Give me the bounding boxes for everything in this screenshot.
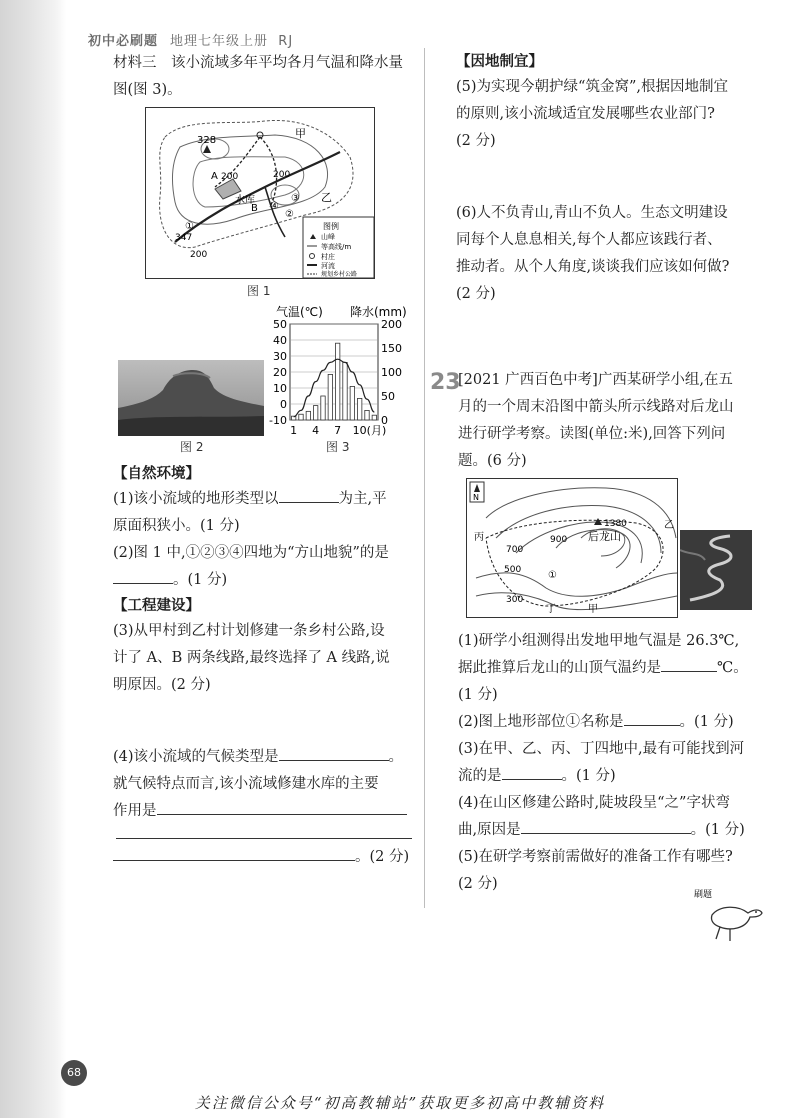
temp-tick-20: 20	[273, 366, 287, 379]
fig1-i4: ④	[270, 201, 279, 212]
q4-line3	[113, 798, 407, 825]
figure1-map	[145, 107, 375, 279]
q2-line1: (2)图 1 中,①②③④四地为“方山地貌”的是	[113, 545, 389, 561]
q23-line1: [2021 广西百色中考]广西某研学小组,在五	[458, 372, 733, 388]
r2-line	[458, 709, 734, 736]
subject-title: 地理七年级上册	[170, 34, 269, 49]
material3-text: 材料三 该小流域多年平均各月气温和降水量图(图 3)。	[113, 55, 403, 98]
q2-text-b: 。(1 分)	[173, 572, 228, 588]
page-left-shadow	[0, 0, 66, 1118]
temp-tick-50: 50	[273, 318, 287, 331]
map-yi: 乙	[664, 520, 674, 531]
month-tick-1: 1	[290, 424, 298, 437]
r4-text-c: 。(1 分)	[690, 822, 745, 838]
q2-line2	[113, 567, 227, 594]
q23-line2: 月的一个周末沿图中箭头所示线路对后龙山	[458, 399, 734, 415]
fig1-legend-river: 河流	[321, 262, 335, 270]
q4-text-d: 作用是	[113, 803, 157, 819]
stamp-text: 刷题	[694, 890, 713, 900]
question-23-number: 23	[430, 370, 461, 395]
q6-line3: 推动者。从个人角度,谈谈我们应该如何做?	[456, 259, 730, 275]
r4-line1: (4)在山区修建公路时,陡坡段呈“之”字状弯	[458, 795, 730, 811]
q4-line1	[113, 744, 403, 771]
map-mountain-name: 后龙山	[588, 530, 621, 543]
r2-text-a: (2)图上地形部位①名称是	[458, 714, 624, 730]
series-title: 初中必刷题	[88, 34, 159, 49]
q5-line2: 的原则,该小流域适宜发展哪些农业部门?	[456, 106, 715, 122]
map-bing: 丙	[474, 532, 484, 543]
precip-bar-2	[299, 414, 303, 420]
temp-tick-30: 30	[273, 350, 287, 363]
section-engineering: 【工程建设】	[113, 597, 200, 614]
map-north: N	[473, 493, 479, 502]
r4-answer-blank[interactable]	[521, 817, 691, 834]
map-jia: 甲	[588, 604, 598, 615]
temp-tick-10: 10	[273, 382, 287, 395]
q4-text-e: 。(2 分)	[355, 849, 410, 865]
precip-bar-6	[328, 374, 332, 420]
q4-role-blank-1[interactable]	[157, 798, 407, 815]
q5-line3: (2 分)	[456, 133, 496, 149]
precip-tick-200: 200	[381, 318, 402, 331]
fig1-A: A	[211, 171, 218, 182]
r3-text-c: 。(1 分)	[561, 768, 616, 784]
q4-text-b: 。	[388, 749, 404, 765]
r4-line2	[458, 817, 745, 844]
month-tick-7: 7	[334, 424, 342, 437]
precip-bar-9	[350, 386, 354, 420]
r3-line2	[458, 763, 616, 790]
temp-tick-0: 0	[280, 398, 287, 411]
section-natural-env: 【自然环境】	[113, 465, 200, 482]
temp-tick-40: 40	[273, 334, 287, 347]
precip-bar-11	[365, 410, 369, 420]
q1-answer-blank[interactable]	[279, 486, 339, 503]
r1-line3: (1 分)	[458, 687, 498, 703]
q4-role-blank-2[interactable]	[116, 838, 412, 839]
q4-line2: 就气候特点而言,该小流域修建水库的主要	[113, 776, 379, 792]
page-header	[88, 30, 293, 49]
r1-text-b: 据此推算后龙山的山顶气温约是	[458, 660, 661, 676]
fig1-200b: 200	[273, 170, 291, 180]
r1-line2	[458, 655, 748, 682]
chart-right-axis-title: 降水(mm)	[350, 305, 407, 319]
q6-line4: (2 分)	[456, 286, 496, 302]
precip-tick-50: 50	[381, 390, 395, 403]
fig1-legend-contour: 等高线/m	[321, 243, 352, 251]
fig1-i2: ②	[285, 209, 294, 220]
figure3-climate-chart	[262, 302, 414, 442]
q4-line5	[113, 844, 409, 871]
map-peak-1380: 1380	[604, 519, 627, 529]
r1-temp-blank[interactable]	[661, 655, 717, 672]
q1-text-b: 为主,平	[338, 491, 387, 507]
month-tick-10: 10	[352, 424, 367, 437]
q4-climate-blank[interactable]	[279, 744, 389, 761]
q4-text-a: (4)该小流域的气候类型是	[113, 749, 279, 765]
precip-tick-150: 150	[381, 342, 402, 355]
precip-tick-0: 0	[381, 414, 388, 427]
r3-text-b: 流的是	[458, 768, 502, 784]
r3-line1: (3)在甲、乙、丙、丁四地中,最有可能找到河	[458, 741, 745, 757]
fig1-jia: 甲	[295, 127, 306, 140]
q3-line3: 明原因。(2 分)	[113, 677, 211, 693]
fig1-legend-peak: 山峰	[321, 233, 335, 241]
fig1-shuiku: 水库	[235, 195, 255, 206]
r4-text-b: 曲,原因是	[458, 822, 521, 838]
edition-label: RJ	[278, 34, 294, 49]
r1-line1: (1)研学小组测得出发地甲地气温是 26.3℃,	[458, 633, 740, 649]
fig2-caption: 图 2	[180, 440, 204, 454]
map-500: 500	[504, 565, 522, 575]
precip-bar-8	[343, 362, 347, 420]
fig1-B: B	[251, 203, 258, 214]
fig1-caption: 图 1	[247, 284, 271, 298]
fig1-peak-328: 328	[197, 135, 217, 146]
houlong-mountain-map	[466, 478, 678, 618]
r5-line1: (5)在研学考察前需做好的准备工作有哪些?	[458, 849, 733, 865]
map-ding: 丁	[546, 604, 556, 615]
precip-bar-3	[306, 411, 310, 420]
q4-role-blank-3[interactable]	[113, 844, 355, 861]
chart-left-axis-title: 气温(℃)	[276, 305, 323, 319]
q6-line1: (6)人不负青山,青山不负人。生态文明建设	[456, 205, 728, 221]
fig3-caption: 图 3	[326, 440, 350, 454]
footer-promo: 关注微信公众号“初高教辅站”获取更多初高中教辅资料	[194, 1094, 606, 1112]
r2-answer-blank[interactable]	[624, 709, 680, 726]
precip-bar-5	[321, 396, 325, 420]
q23-line4: 题。(6 分)	[458, 453, 527, 469]
precip-bar-10	[357, 398, 361, 420]
brush-duck-stamp	[690, 885, 770, 945]
r3-answer-blank[interactable]	[502, 763, 562, 780]
x-axis-unit: (月)	[366, 424, 387, 437]
q1-text-a: (1)该小流域的地形类型以	[113, 491, 279, 507]
precip-bar-7	[335, 343, 339, 420]
fig1-200c: 200	[190, 250, 208, 260]
zigzag-road-photo	[680, 530, 752, 610]
fig1-i3: ③	[291, 193, 300, 204]
fig1-i1: ①	[185, 221, 194, 232]
r5-line2: (2 分)	[458, 876, 498, 892]
q6-line2: 同每个人息息相关,每个人都应该践行者、	[456, 232, 722, 248]
figure2-photo	[118, 360, 264, 436]
fig1-347: 347	[175, 233, 193, 243]
temp-tick--10: -10	[269, 414, 287, 427]
q3-line2: 计了 A、B 两条线路,最终选择了 A 线路,说	[113, 650, 390, 666]
precip-bar-4	[313, 406, 317, 420]
q3-line1: (3)从甲村到乙村计划修建一条乡村公路,设	[113, 623, 385, 639]
precip-bar-12	[372, 415, 376, 420]
map-site-1: ①	[548, 570, 557, 581]
section-local-conditions: 【因地制宜】	[456, 53, 543, 70]
map-300: 300	[506, 595, 524, 605]
q2-answer-blank[interactable]	[113, 567, 173, 584]
page-number: 68	[61, 1060, 87, 1086]
map-700: 700	[506, 545, 524, 555]
column-divider	[424, 48, 425, 908]
q5-line1: (5)为实现今朝护绿“筑金窝”,根据因地制宜	[456, 79, 728, 95]
month-tick-4: 4	[312, 424, 320, 437]
r1-text-c: ℃。	[717, 660, 748, 676]
fig1-200a: 200	[221, 172, 239, 182]
fig1-yi: 乙	[321, 191, 332, 204]
q1-line1	[113, 486, 387, 513]
fig1-legend-road: 规划乡村公路	[321, 271, 358, 278]
r2-text-b: 。(1 分)	[679, 714, 734, 730]
fig1-legend-title: 图例	[323, 222, 339, 231]
q23-line3: 进行研学考察。读图(单位:米),回答下列问	[458, 426, 726, 442]
map-900: 900	[550, 535, 568, 545]
precip-tick-100: 100	[381, 366, 402, 379]
q1-line2: 原面积狭小。(1 分)	[113, 518, 240, 534]
fig1-legend-village: 村庄	[321, 253, 335, 261]
